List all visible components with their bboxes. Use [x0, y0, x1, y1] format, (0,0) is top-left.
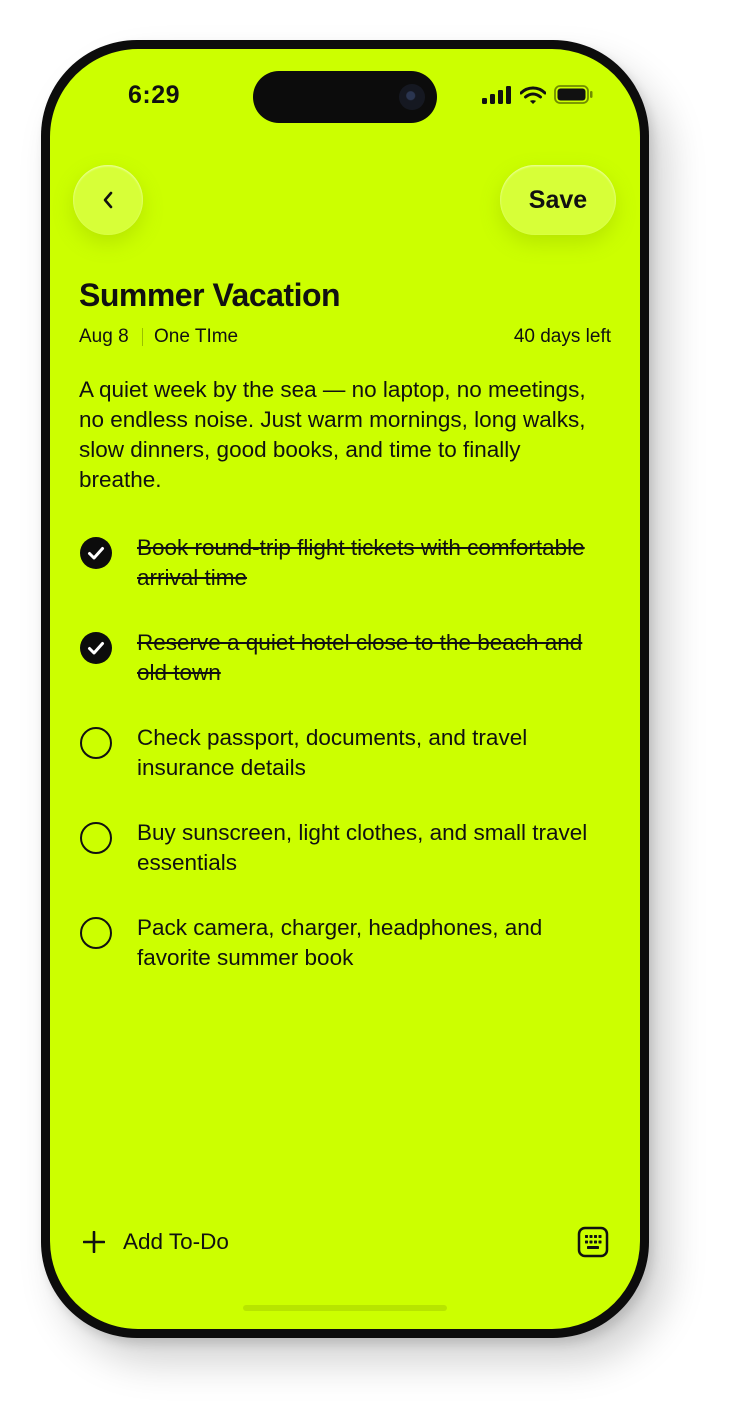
task-title[interactable]: Summer Vacation — [79, 277, 341, 313]
task-meta — [79, 326, 611, 350]
keypad-button[interactable] — [577, 1226, 609, 1258]
status-icons — [482, 85, 594, 104]
camera-icon — [399, 84, 425, 110]
todo-item[interactable] — [79, 628, 609, 692]
task-date[interactable]: Aug 8 — [79, 326, 129, 347]
dynamic-island — [253, 71, 437, 123]
checkbox-unchecked[interactable] — [80, 822, 112, 854]
home-indicator[interactable] — [243, 1305, 447, 1311]
task-frequency[interactable]: One TIme — [154, 326, 239, 347]
todo-text: Pack camera, charger, headphones, and favorite summer book — [137, 915, 543, 970]
task-description[interactable]: A quiet week by the sea — no laptop, no meetings, no endless noise. Just warm mornings, long walks, slow dinners, good books, and time to finally breathe. — [79, 377, 586, 492]
save-button[interactable]: Save — [500, 165, 616, 235]
wifi-icon — [520, 85, 546, 104]
todo-text: Check passport, documents, and travel insurance details — [137, 725, 528, 780]
phone-frame — [41, 40, 649, 1338]
chevron-left-icon — [101, 190, 115, 210]
status-time: 6:29 — [128, 81, 181, 109]
add-todo-button[interactable] — [83, 1225, 229, 1259]
todo-item[interactable] — [79, 913, 609, 977]
battery-icon — [554, 85, 594, 104]
todo-text: Buy sunscreen, light clothes, and small travel essentials — [137, 820, 588, 875]
back-button[interactable] — [73, 165, 143, 235]
checkmark-icon — [80, 632, 112, 664]
plus-icon — [83, 1231, 105, 1253]
todo-text: Reserve a quiet hotel close to the beach and old town — [137, 630, 583, 685]
checkbox-checked[interactable] — [80, 632, 112, 664]
meta-divider — [142, 328, 143, 346]
signal-icon — [482, 86, 512, 104]
todo-item[interactable] — [79, 533, 609, 597]
days-left: 40 days left — [513, 326, 611, 347]
checkbox-checked[interactable] — [80, 537, 112, 569]
todo-item[interactable] — [79, 818, 609, 882]
todo-item[interactable] — [79, 723, 609, 787]
add-todo-label: Add To-Do — [123, 1229, 229, 1254]
todo-text: Book round-trip flight tickets with comfortable arrival time — [137, 535, 585, 590]
checkbox-unchecked[interactable] — [80, 727, 112, 759]
keypad-icon — [577, 1226, 609, 1258]
checkmark-icon — [80, 537, 112, 569]
app-screen — [50, 49, 640, 1329]
checkbox-unchecked[interactable] — [80, 917, 112, 949]
